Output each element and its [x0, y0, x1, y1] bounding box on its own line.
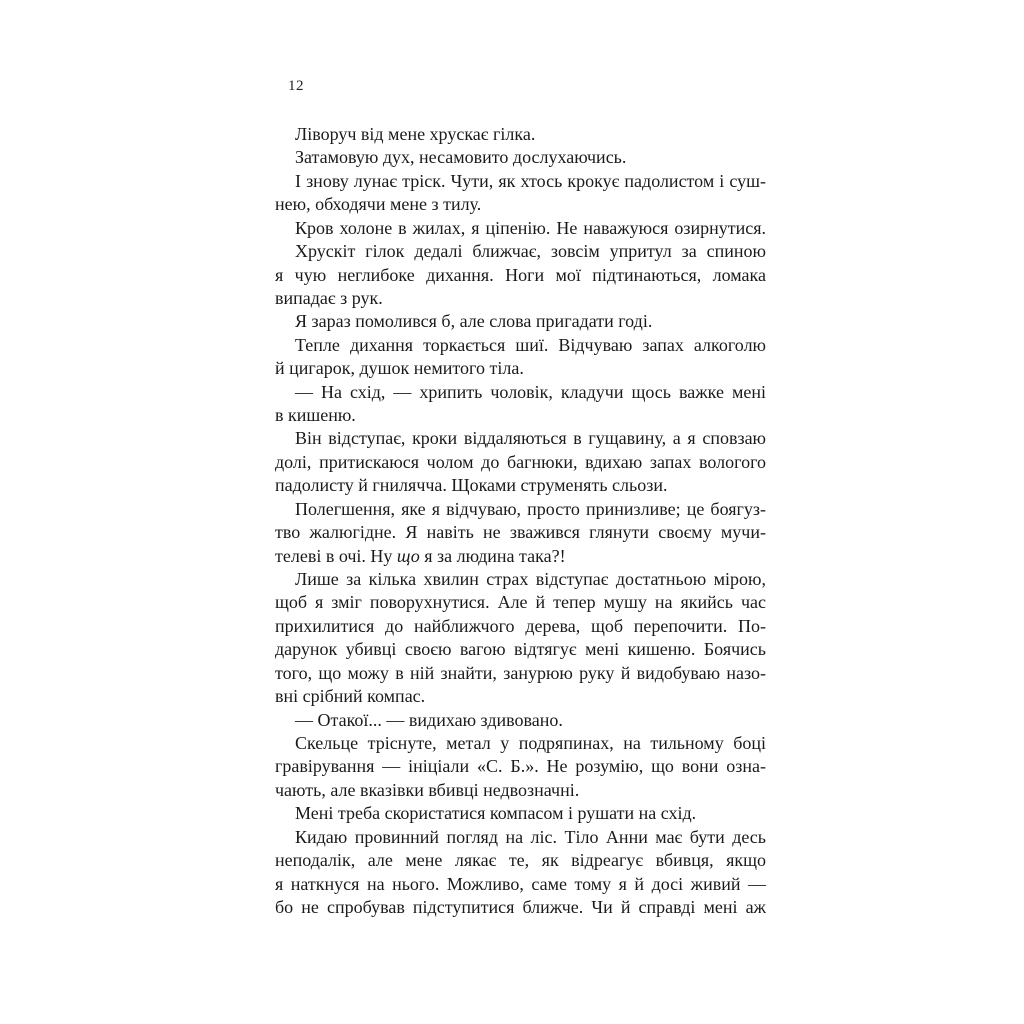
text-line: І знову лунає тріск. Чути, як хтось крокує падолистом і суш- — [295, 170, 766, 191]
text-line: Мені треба скористатися компасом і рушати на схід. — [295, 803, 697, 824]
text-line: й цигарок, душок немитого тіла. — [275, 358, 524, 379]
text-line: випадає з рук. — [275, 287, 383, 308]
text-line: дарунок убивці своєю вагою відтягує мені кишеню. Боячись — [275, 639, 766, 660]
paragraph — [275, 170, 766, 217]
text-line: Я зараз помолився б, але слова пригадати годі. — [295, 311, 653, 332]
paragraph — [275, 498, 766, 568]
text-line: щоб я зміг поворухнутися. Але й тепер мушу на якийсь час — [275, 592, 766, 613]
text-line: Ліворуч від мене хрускає гілка. — [295, 124, 536, 144]
text-line: Хрускіт гілок дедалі ближчає, зовсім упритул за спиною — [295, 241, 766, 262]
text-line: бо не спробував підступитися ближче. Чи й справді мені аж — [275, 896, 766, 917]
text-line: нею, обходячи мене з тилу. — [275, 194, 482, 215]
text-line: Тепле дихання торкається шиї. Відчуваю запах алкоголю — [295, 334, 766, 355]
text-line: чають, але вказівки вбивці недвозначні. — [275, 779, 580, 800]
paragraph — [275, 802, 766, 825]
paragraph — [275, 732, 766, 802]
paragraph — [275, 826, 766, 920]
paragraph — [275, 334, 766, 381]
text-line: Полегшення, яке я відчуваю, просто принизливе; це боягуз- — [295, 498, 766, 519]
text-line: — На схід, — хрипить чоловік, кладучи щось важке мені — [295, 381, 766, 402]
paragraph — [275, 568, 766, 709]
text-line: вні срібний компас. — [275, 686, 426, 707]
text-line: того, що можу в ній знайти, занурюю руку й видобуваю назо- — [275, 662, 766, 683]
paragraph — [275, 240, 766, 310]
paragraph — [275, 217, 766, 240]
text-line: тво жалюгідне. Я навіть не зважився глянути своєму мучи- — [275, 522, 766, 543]
text-line: — Отакої... — видихаю здивовано. — [295, 709, 563, 730]
text-block — [275, 123, 766, 919]
text-line: Кров холоне в жилах, я ціпенію. Не наважуюся озирнутися. — [295, 217, 766, 238]
text-line: падолисту й гнилячча. Щоками струменять сльози. — [275, 475, 668, 496]
text-line: Скельце тріснуте, метал у подряпинах, на тильному боці — [295, 732, 766, 753]
text-line: Затамовую дух, несамовито дослухаючись. — [295, 147, 627, 168]
paragraph — [275, 709, 766, 732]
text-line: Кидаю провинний погляд на ліс. Тіло Анни має бути десь — [295, 826, 766, 847]
text-line: Він відступає, кроки віддаляються в гущавину, а я сповзаю — [295, 428, 766, 449]
text-line: телеві в очі. Ну що я за людина така?! — [275, 545, 566, 566]
text-line: гравірування — ініціали «С. Б.». Не розумію, що вони озна- — [275, 756, 766, 777]
text-line: я чую неглибоке дихання. Ноги мої підтинаються, ломака — [275, 264, 766, 285]
paragraph — [275, 310, 766, 333]
paragraph — [275, 146, 766, 169]
paragraph — [275, 381, 766, 428]
text-line: я наткнуся на нього. Можливо, саме тому я й досі живий — — [275, 873, 766, 894]
text-line: долі, притискаюся чолом до багнюки, вдихаю запах вологого — [275, 451, 766, 472]
paragraph — [275, 427, 766, 497]
text-line: неподалік, але мене лякає те, як відреагує вбивця, якщо — [275, 850, 766, 871]
text-line: в кишеню. — [275, 405, 356, 426]
text-line: прихилитися до найближчого дерева, щоб перепочити. По- — [275, 615, 766, 636]
paragraph — [275, 123, 766, 146]
text-line: Лише за кілька хвилин страх відступає достатньою мірою, — [295, 569, 766, 590]
page-number: 12 — [288, 78, 304, 94]
